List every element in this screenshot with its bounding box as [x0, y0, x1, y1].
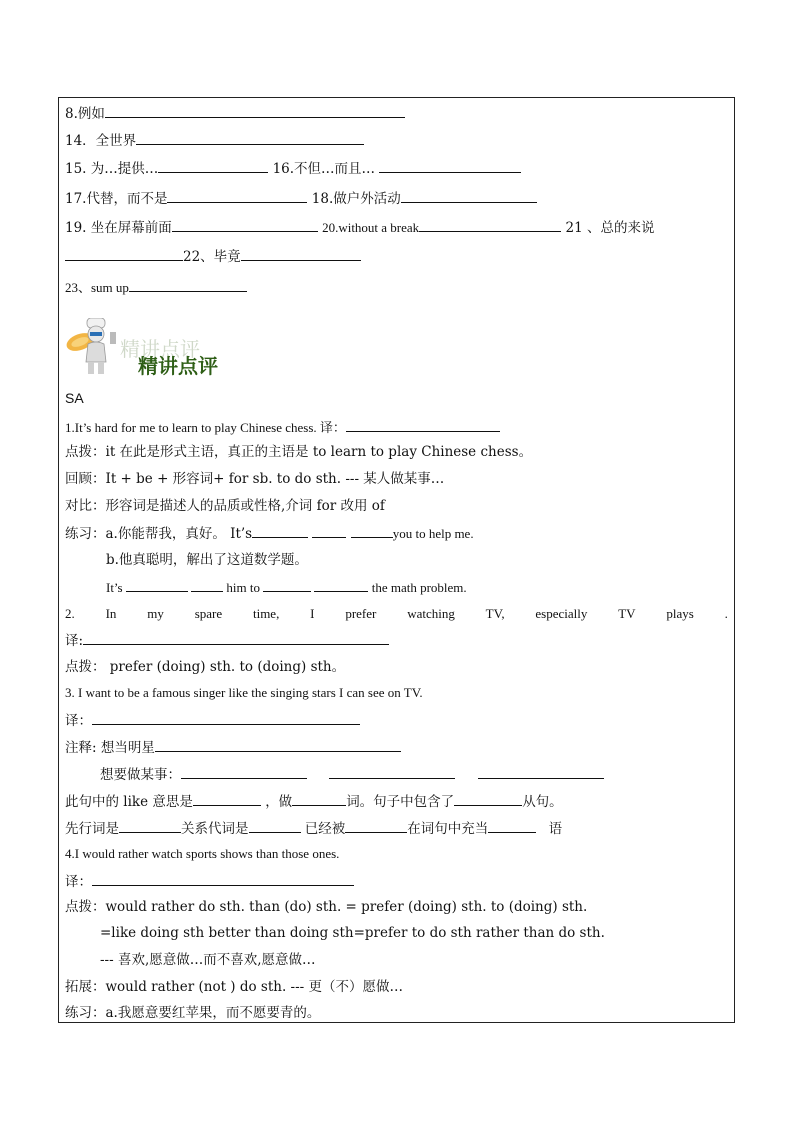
answer-blank[interactable] [312, 524, 346, 538]
q1-compare: 对比：形容词是描述人的品质或性格,介词 for 改用 of [65, 498, 385, 514]
answer-blank[interactable] [172, 218, 318, 232]
q1-practice-b2: It’s him to the math problem. [106, 580, 467, 595]
q1-practice-a: 练习：a.你能帮我，真好。 It’s you to help me. [65, 526, 474, 542]
q1-sentence: 1.It’s hard for me to learn to play Chinese chess. 译： [65, 418, 500, 437]
answer-blank[interactable] [92, 711, 360, 725]
answer-blank[interactable] [314, 578, 368, 592]
q4-equivalent: =like doing sth better than doing sth=prefer to do sth rather than do sth. [100, 925, 605, 941]
q4-practice: 练习：a.我愿意要红苹果，而不愿要青的。 [65, 1005, 321, 1021]
answer-blank[interactable] [129, 278, 247, 292]
answer-blank[interactable] [345, 819, 407, 833]
answer-blank[interactable] [351, 524, 393, 538]
answer-blank[interactable] [478, 765, 604, 779]
vocab-line-22: 22、毕竟 [65, 247, 361, 266]
q3-want: 想要做某事： [100, 765, 604, 784]
answer-blank[interactable] [292, 792, 346, 806]
answer-blank[interactable] [181, 765, 307, 779]
q3-sentence: 3. I want to be a famous singer like the singing stars I can see on TV. [65, 685, 423, 700]
answer-blank[interactable] [83, 631, 389, 645]
answer-blank[interactable] [126, 578, 188, 592]
section-label: SA [65, 390, 84, 406]
answer-blank[interactable] [92, 872, 354, 886]
answer-blank[interactable] [65, 247, 183, 261]
q3-like: 此句中的 like 意思是 ，做 词。句子中包含了 从句。 [65, 794, 563, 810]
answer-blank[interactable] [454, 792, 522, 806]
q1-tip: 点拨：it 在此是形式主语，真正的主语是 to learn to play Chinese chess。 [65, 444, 533, 460]
vocab-line-8: 8.例如 [65, 104, 405, 123]
q1-review: 回顾：It + be + 形容词+ for sb. to do sth. --- 某人做某事… [65, 471, 445, 487]
vocab-line-19-21: 19. 坐在屏幕前面 20.without a break 21 、总的来说 [65, 220, 655, 236]
answer-blank[interactable] [346, 418, 500, 432]
section-banner-title: 精讲点评 [138, 354, 218, 378]
answer-blank[interactable] [249, 819, 301, 833]
q4-meaning: --- 喜欢,愿意做…而不喜欢,愿意做… [100, 952, 316, 968]
answer-blank[interactable] [155, 738, 401, 752]
q4-translate: 译： [65, 872, 354, 891]
vocab-line-23: 23、sum up [65, 278, 247, 297]
q2-sentence: 2. In my spare time, I prefer watching TV, especially TV plays . [65, 606, 728, 621]
q1-practice-b: b.他真聪明，解出了这道数学题。 [106, 552, 308, 568]
q4-sentence: 4.I would rather watch sports shows than those ones. [65, 846, 340, 861]
q3-antecedent: 先行词是 关系代词是 已经被 在词句中充当 语 [65, 821, 563, 837]
answer-blank[interactable] [379, 159, 521, 173]
answer-blank[interactable] [252, 524, 308, 538]
vocab-line-17-18: 17.代替，而不是 18.做户外活动 [65, 189, 537, 208]
answer-blank[interactable] [488, 819, 536, 833]
vocab-line-14: 14．全世界 [65, 131, 364, 150]
answer-blank[interactable] [241, 247, 361, 261]
answer-blank[interactable] [158, 159, 268, 173]
answer-blank[interactable] [191, 578, 223, 592]
q3-translate: 译： [65, 711, 360, 730]
q3-note: 注释: 想当明星 [65, 738, 401, 757]
q2-translate: 译: [65, 631, 389, 650]
q4-extend: 拓展：would rather (not ) do sth. --- 更（不）愿做… [65, 979, 404, 995]
banner-ghost-text: 精讲点评 [120, 337, 200, 361]
q2-tip: 点拨： prefer (doing) sth. to (doing) sth。 [65, 659, 346, 675]
q4-tip: 点拨：would rather do sth. than (do) sth. = prefer (doing) sth. to (doing) sth. [65, 899, 588, 915]
answer-blank[interactable] [401, 189, 537, 203]
answer-blank[interactable] [263, 578, 311, 592]
answer-blank[interactable] [419, 218, 561, 232]
answer-blank[interactable] [136, 131, 364, 145]
answer-blank[interactable] [119, 819, 181, 833]
answer-blank[interactable] [193, 792, 261, 806]
answer-blank[interactable] [167, 189, 307, 203]
answer-blank[interactable] [329, 765, 455, 779]
vocab-line-15-16: 15. 为…提供… 16.不但…而且… [65, 159, 521, 178]
answer-blank[interactable] [105, 104, 405, 118]
